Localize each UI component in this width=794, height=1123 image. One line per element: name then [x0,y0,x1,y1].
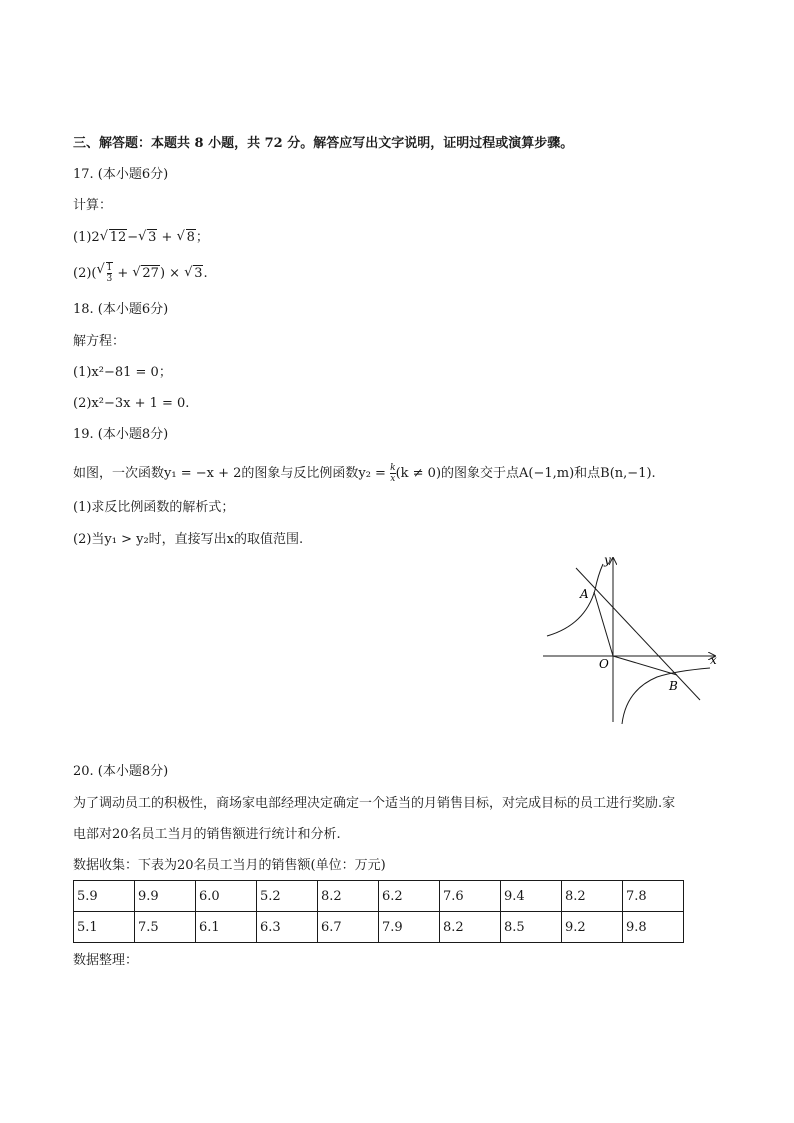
q17-item2 [73,262,208,284]
linear-function-line [576,568,700,700]
table-cell: 8.2 [562,881,623,912]
table-cell: 9.9 [135,881,196,912]
table-cell: 9.8 [623,912,684,943]
item-end: . [203,266,208,281]
plus-sign: + [113,266,133,281]
q18-number: 18. (本小题6分) [73,302,169,317]
section-header: 三、解答题：本题共 8 小题，共 72 分。解答应写出文字说明，证明过程或演算步骤。 [73,136,574,151]
q20-organize-label: 数据整理： [73,953,139,968]
times-sign: ) × [159,266,185,281]
q19-item2: (2)当y₁ > y₂时，直接写出x的取值范围. [73,532,304,547]
minus-sign: − [127,230,139,245]
q17-number: 17. (本小题6分) [73,167,169,182]
frac-num: √ 1 [106,263,113,273]
table-cell: 7.5 [135,912,196,943]
q17-prompt: 计算： [73,198,113,213]
q19-number: 19. (本小题8分) [73,427,169,442]
table-cell: 8.2 [440,912,501,943]
table-cell: 6.2 [379,881,440,912]
table-cell: 6.0 [196,881,257,912]
table-cell: 5.2 [257,881,318,912]
table-row [74,912,684,943]
table-cell: 9.4 [501,881,562,912]
q17-item1-prefix: (1)2 [73,230,100,245]
sqrt-8: √ 8 [177,229,196,247]
y-axis-label: y [604,553,611,567]
sqrt-3: √ 3 [138,229,157,247]
sqrt-3: √ 3 [184,265,203,283]
table-cell: 7.8 [623,881,684,912]
q19-stem-b: (k ≠ 0)的图象交于点A(−1,m)和点B(n,−1). [395,466,656,481]
table-row [74,881,684,912]
q19-stem [73,463,656,484]
table-cell: 7.6 [440,881,501,912]
table-cell: 5.9 [74,881,135,912]
point-a-label: A [580,587,589,601]
q17-item1 [73,229,209,247]
q18-item2: (2)x²−3x + 1 = 0. [73,396,190,411]
table-cell: 9.2 [562,912,623,943]
q18-prompt: 解方程： [73,334,126,349]
sqrt-27: √ 27 [132,265,160,283]
q20-number: 20. (本小题8分) [73,764,169,779]
table-cell: 6.3 [257,912,318,943]
table-cell: 5.1 [74,912,135,943]
sqrt-one-third [97,262,114,284]
item-end: ； [195,230,209,245]
q20-stem-line2: 电部对20名员工当月的销售额进行统计和分析. [73,827,341,842]
origin-label: O [599,657,609,671]
x-axis-label: x [710,653,717,667]
q18-item1: (1)x²−81 = 0； [73,365,172,380]
k-over-x: $\frac{k}{x}$ [390,463,396,484]
point-b-label: B [669,679,678,693]
plus-sign: + [157,230,177,245]
q17-item2-prefix: (2)( [73,266,97,281]
hyperbola-branch-left [547,564,603,636]
table-cell: 6.1 [196,912,257,943]
frac-den: 3 [106,274,113,284]
table-cell: 8.2 [318,881,379,912]
sqrt-12: √ 12 [100,229,128,247]
q19-item1: (1)求反比例函数的解析式； [73,500,235,515]
table-cell: 6.7 [318,912,379,943]
table-cell: 7.9 [379,912,440,943]
q20-collect-label: 数据收集：下表为20名员工当月的销售额(单位：万元) [73,858,386,873]
sales-table [73,880,684,943]
segment-oa [594,592,613,656]
function-graph [540,550,725,730]
q20-stem-line1: 为了调动员工的积极性，商场家电部经理决定确定一个适当的月销售目标，对完成目标的员工进行奖励.家 [73,796,676,811]
table-cell: 8.5 [501,912,562,943]
q19-stem-a: 如图，一次函数y₁ = −x + 2的图象与反比例函数y₂ = [73,466,391,481]
